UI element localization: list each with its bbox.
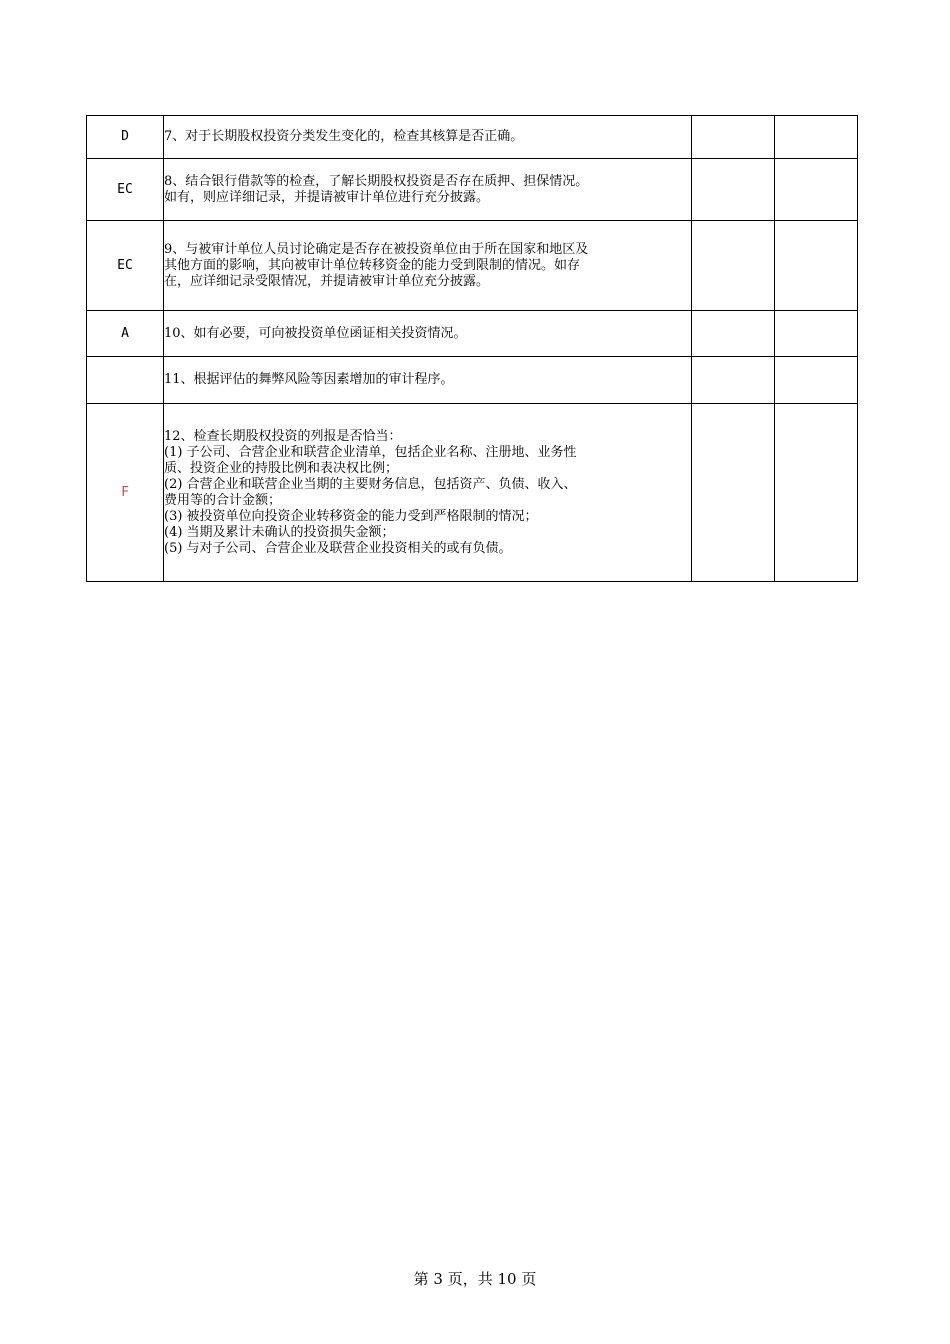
table-row bbox=[87, 357, 858, 404]
procedure-line: 9、与被审计单位人员讨论确定是否存在被投资单位由于所在国家和地区及 bbox=[164, 241, 589, 257]
index-cell bbox=[692, 311, 775, 357]
audit-objective-cell: A bbox=[87, 311, 164, 357]
procedure-line: (2) 合营企业和联营企业当期的主要财务信息，包括资产、负债、收入、 bbox=[164, 476, 577, 492]
procedure-line: 10、如有必要，可向被投资单位函证相关投资情况。 bbox=[164, 325, 467, 341]
index-cell bbox=[692, 159, 775, 221]
table-row bbox=[87, 116, 858, 159]
audit-objective-cell: EC bbox=[87, 221, 164, 311]
executor-cell bbox=[775, 159, 858, 221]
procedure-line: 12、检查长期股权投资的列报是否恰当： bbox=[164, 428, 402, 444]
audit-objective-cell: EC bbox=[87, 159, 164, 221]
procedure-cell bbox=[164, 357, 692, 404]
procedure-cell bbox=[164, 221, 692, 311]
table-row bbox=[87, 159, 858, 221]
audit-procedure-table bbox=[86, 115, 858, 582]
index-cell bbox=[692, 357, 775, 404]
index-cell bbox=[692, 221, 775, 311]
procedure-line: (1) 子公司、合营企业和联营企业清单，包括企业名称、注册地、业务性 bbox=[164, 444, 577, 460]
procedure-line: 11、根据评估的舞弊风险等因素增加的审计程序。 bbox=[164, 372, 454, 387]
procedure-cell bbox=[164, 404, 692, 582]
procedure-cell bbox=[164, 311, 692, 357]
procedure-line: 7、对于长期股权投资分类发生变化的，检查其核算是否正确。 bbox=[164, 129, 524, 144]
procedure-cell bbox=[164, 159, 692, 221]
table-row bbox=[87, 404, 858, 582]
index-cell bbox=[692, 116, 775, 159]
table-row bbox=[87, 311, 858, 357]
procedure-line: (3) 被投资单位向投资企业转移资金的能力受到严格限制的情况； bbox=[164, 508, 538, 524]
executor-cell bbox=[775, 404, 858, 582]
procedure-line: 8、结合银行借款等的检查，了解长期股权投资是否存在质押、担保情况。 bbox=[164, 173, 589, 189]
procedure-line: 质、投资企业的持股比例和表决权比例； bbox=[164, 460, 399, 476]
procedure-line: 其他方面的影响，其向被审计单位转移资金的能力受到限制的情况。如存 bbox=[164, 257, 581, 273]
index-cell bbox=[692, 404, 775, 582]
audit-objective-cell bbox=[87, 357, 164, 404]
executor-cell bbox=[775, 357, 858, 404]
procedure-line: (4) 当期及累计未确认的投资损失金额； bbox=[164, 524, 395, 540]
executor-cell bbox=[775, 221, 858, 311]
page-number-footer: 第 3 页，共 10 页 bbox=[413, 1270, 537, 1288]
procedure-line: (5) 与对子公司、合营企业及联营企业投资相关的或有负债。 bbox=[164, 540, 512, 556]
procedure-line: 在，应详细记录受限情况，并提请被审计单位充分披露。 bbox=[164, 273, 490, 289]
table-row bbox=[87, 221, 858, 311]
procedure-cell bbox=[164, 116, 692, 159]
procedure-line: 如有，则应详细记录，并提请被审计单位进行充分披露。 bbox=[164, 189, 490, 205]
audit-objective-cell: D bbox=[87, 116, 164, 159]
executor-cell bbox=[775, 311, 858, 357]
procedure-line: 费用等的合计金额； bbox=[164, 492, 282, 508]
executor-cell bbox=[775, 116, 858, 159]
audit-objective-cell: F bbox=[87, 404, 164, 582]
